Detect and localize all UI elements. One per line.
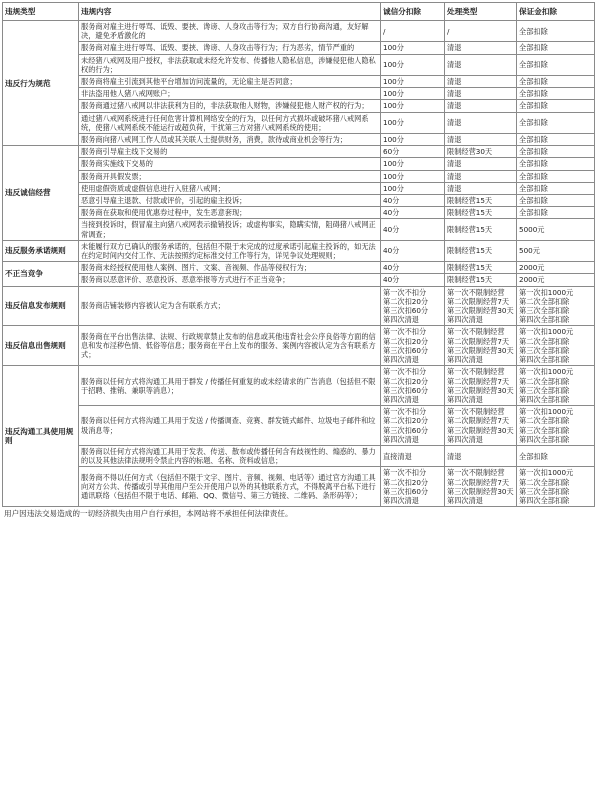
stage-line: 第四次清退 [447,394,483,404]
stage-line: 第四次清退 [383,434,419,444]
deposit-deduction-cell: 全部扣除 [517,88,595,100]
violation-content-cell: 服务商以任何方式将沟通工具用于群发 / 传播任何重复的或未经请求的广告消息（包括但不限于招聘、推销、兼职等消息）； [79,366,381,406]
violation-content-cell: 服务商以任何方式将沟通工具用于发送 / 传播调查、竞赛、群发链式邮件、垃圾电子邮件和垃圾消息等； [79,406,381,446]
action-type-cell: 清退 [445,134,517,146]
violation-content-cell: 服务商将雇主引流到其他平台增加访问流量的，无论雇主是否同意； [79,76,381,88]
stage-line: 第四次全部扣除 [519,355,570,365]
deposit-deduction-cell: 全部扣除 [517,445,595,466]
stage-line: 第四次清退 [383,355,419,365]
violation-content-cell: 服务商对雇主进行辱骂、诋毁、要挟、谗谤、人身攻击等行为；双方自行协商沟通，友好解决，避免矛盾激化的 [79,21,381,42]
credit-deduction-cell [381,286,445,326]
action-type-cell [445,406,517,446]
header-row [3,3,595,21]
credit-deduction-cell [381,406,445,446]
header-violation-type: 违规类型 [3,3,79,21]
violation-category: 违反信息发布规则 [3,286,79,326]
table-row [3,170,595,182]
credit-deduction-cell: 100分 [381,42,445,54]
stage-line: 第三次限制经营30天 [447,486,514,496]
deposit-deduction-cell: 全部扣除 [517,134,595,146]
stage-line: 第三次扣60分 [383,306,429,316]
table-row [3,100,595,112]
table-row [3,467,595,507]
table-row [3,274,595,286]
credit-deduction-cell: 100分 [381,100,445,112]
credit-deduction-cell: 40分 [381,274,445,286]
stage-line: 第三次全部扣除 [519,385,570,395]
violation-content-cell: 使用虚假资质或虚假信息进行入驻猪八戒网； [79,182,381,194]
violation-content-cell: 服务商引导雇主线下交易的 [79,146,381,158]
violation-content-cell: 服务商通过猪八戒网以非法获利为目的，非法获取他人财物，涉嫌侵犯他人财产权的行为； [79,100,381,112]
deposit-deduction-cell: 全部扣除 [517,195,595,207]
violation-category: 不正当竞争 [3,262,79,286]
action-type-cell: 清退 [445,158,517,170]
deposit-deduction-cell: 全部扣除 [517,100,595,112]
table-row [3,134,595,146]
stage-line: 第一次扣1000元 [519,468,574,478]
violation-category: 违反沟通工具使用规则 [3,366,79,507]
stage-line: 第一次不限制经营 [447,327,505,337]
deposit-deduction-cell: 5000元 [517,219,595,240]
stage-line: 第三次全部扣除 [519,425,570,435]
credit-deduction-cell [381,467,445,507]
stage-line: 第一次扣1000元 [519,367,574,377]
action-type-cell: 限制经营15天 [445,262,517,274]
credit-deduction-cell: 直接清退 [381,445,445,466]
table-row [3,207,595,219]
stage-line: 第二次扣20分 [383,336,429,346]
stage-line: 第三次扣60分 [383,425,429,435]
violation-content-cell: 服务商在平台出售法律、法规、行政规章禁止发布的信息或其他违背社会公序良俗等方面的信息和发布淫秽色情、低俗等信息；服务商在平台上发布的服务、案例内容被认定为含有联系方式； [79,326,381,366]
violation-content-cell: 通过猪八戒网系统进行任何危害计算机网络安全的行为，以任何方式损坏或破坏猪八戒网系统，使猪八戒网系统不能运行或超负荷，干扰第三方对猪八戒网系统的使用； [79,112,381,133]
stage-line: 第三次扣60分 [383,486,429,496]
credit-deduction-cell: 40分 [381,240,445,261]
violation-rules-table [2,2,595,507]
action-type-cell: 限制经营15天 [445,195,517,207]
deposit-deduction-cell [517,467,595,507]
stage-line: 第三次限制经营30天 [447,385,514,395]
stage-line: 第四次清退 [447,495,483,505]
action-type-cell [445,326,517,366]
stage-line: 第三次全部扣除 [519,345,570,355]
table-row [3,112,595,133]
stage-line: 第一次不扣分 [383,367,427,377]
credit-deduction-cell: 100分 [381,76,445,88]
stage-line: 第三次全部扣除 [519,306,570,316]
action-type-cell [445,366,517,406]
violation-content-cell: 服务商开具假发票； [79,170,381,182]
violation-content-cell: 未经猪八戒网及用户授权，非法获取或未经允许发布、传播他人隐私信息，涉嫌侵犯他人隐私权的行为； [79,54,381,75]
credit-deduction-cell: 100分 [381,112,445,133]
table-row [3,21,595,42]
deposit-deduction-cell: 全部扣除 [517,207,595,219]
violation-category: 违反服务承诺规则 [3,240,79,261]
stage-line: 第一次不限制经营 [447,287,505,297]
stage-line: 第二次全部扣除 [519,376,570,386]
header-violation-content: 违规内容 [79,3,381,21]
stage-line: 第三次扣60分 [383,385,429,395]
stage-line: 第二次全部扣除 [519,336,570,346]
credit-deduction-cell [381,326,445,366]
action-type-cell: / [445,21,517,42]
stage-line: 第三次扣60分 [383,345,429,355]
action-type-cell: 清退 [445,170,517,182]
deposit-deduction-cell [517,326,595,366]
stage-line: 第一次不扣分 [383,407,427,417]
stage-line: 第一次不扣分 [383,468,427,478]
table-row [3,88,595,100]
violation-rules-sheet [2,2,594,521]
table-row [3,406,595,446]
table-row [3,326,595,366]
action-type-cell: 清退 [445,445,517,466]
rules-body [3,21,595,507]
violation-category: 违反行为规范 [3,21,79,146]
stage-line: 第二次全部扣除 [519,477,570,487]
violation-content-cell: 服务商未经授权使用他人案例、图片、文案、音视频、作品等侵权行为； [79,262,381,274]
action-type-cell: 清退 [445,42,517,54]
violation-category: 违反信息出售规则 [3,326,79,366]
stage-line: 第四次清退 [383,394,419,404]
action-type-cell: 清退 [445,54,517,75]
action-type-cell: 清退 [445,88,517,100]
table-row [3,42,595,54]
table-row [3,262,595,274]
violation-content-cell: 服务商实施线下交易的 [79,158,381,170]
deposit-deduction-cell: 500元 [517,240,595,261]
credit-deduction-cell: 100分 [381,134,445,146]
stage-line: 第一次不限制经营 [447,468,505,478]
stage-line: 第三次限制经营30天 [447,345,514,355]
stage-line: 第二次扣20分 [383,416,429,426]
deposit-deduction-cell: 2000元 [517,262,595,274]
stage-line: 第二次限制经营7天 [447,296,510,306]
violation-content-cell: 服务商在获取和使用优惠券过程中，发生恶意套现； [79,207,381,219]
action-type-cell [445,286,517,326]
stage-line: 第四次全部扣除 [519,394,570,404]
deposit-deduction-cell: 全部扣除 [517,21,595,42]
footer-disclaimer: 用户因违法交易造成的一切经济损失由用户自行承担，本网站将不承担任何法律责任。 [4,509,293,519]
header-action-type: 处理类型 [445,3,517,21]
stage-line: 第四次清退 [447,355,483,365]
table-row [3,76,595,88]
deposit-deduction-cell: 全部扣除 [517,170,595,182]
table-row [3,445,595,466]
violation-content-cell: 服务商以任何方式将沟通工具用于发表、传送、散布或传播任何含有歧视性的、煽惑的、暴力的以及其他法律法规明令禁止内容的标题、名称、资料或信息； [79,445,381,466]
action-type-cell: 限制经营15天 [445,219,517,240]
table-row [3,366,595,406]
stage-line: 第一次不限制经营 [447,407,505,417]
violation-content-cell: 服务商对雇主进行辱骂、诋毁、要挟、谗谤、人身攻击等行为；行为恶劣，情节严重的 [79,42,381,54]
deposit-deduction-cell: 全部扣除 [517,76,595,88]
table-row [3,54,595,75]
deposit-deduction-cell: 全部扣除 [517,158,595,170]
credit-deduction-cell: 40分 [381,219,445,240]
stage-line: 第四次清退 [383,495,419,505]
stage-line: 第一次扣1000元 [519,287,574,297]
stage-line: 第三次全部扣除 [519,486,570,496]
action-type-cell: 限制经营30天 [445,146,517,158]
stage-line: 第一次不限制经营 [447,367,505,377]
stage-line: 第三次限制经营30天 [447,306,514,316]
deposit-deduction-cell: 2000元 [517,274,595,286]
action-type-cell: 限制经营15天 [445,207,517,219]
stage-line: 第一次不扣分 [383,327,427,337]
stage-line: 第四次清退 [447,315,483,325]
violation-content-cell: 未能履行双方已确认的服务承诺的，包括但不限于未完成的过度承诺引起雇主投诉的，如无法在约定时间内交付工作、无法按照约定标准交付工作等行为，详见争议处理规则； [79,240,381,261]
deposit-deduction-cell [517,286,595,326]
credit-deduction-cell: 40分 [381,262,445,274]
credit-deduction-cell: 60分 [381,146,445,158]
action-type-cell: 限制经营15天 [445,240,517,261]
stage-line: 第二次扣20分 [383,376,429,386]
stage-line: 第二次全部扣除 [519,296,570,306]
deposit-deduction-cell: 全部扣除 [517,54,595,75]
stage-line: 第四次全部扣除 [519,315,570,325]
action-type-cell: 限制经营15天 [445,274,517,286]
header-credit-deduction: 诚信分扣除 [381,3,445,21]
credit-deduction-cell: 40分 [381,195,445,207]
credit-deduction-cell [381,366,445,406]
stage-line: 第二次扣20分 [383,296,429,306]
deposit-deduction-cell: 全部扣除 [517,112,595,133]
deposit-deduction-cell: 全部扣除 [517,146,595,158]
action-type-cell [445,467,517,507]
table-row [3,182,595,194]
stage-line: 第二次限制经营7天 [447,336,510,346]
table-row [3,219,595,240]
stage-line: 第四次全部扣除 [519,434,570,444]
deposit-deduction-cell [517,406,595,446]
action-type-cell: 清退 [445,100,517,112]
stage-line: 第三次限制经营30天 [447,425,514,435]
table-row [3,195,595,207]
violation-content-cell: 当接到投诉时，假冒雇主向猪八戒网表示撤销投诉；或虚构事实，隐瞒实情，阻碍猪八戒网正常调查； [79,219,381,240]
stage-line: 第二次限制经营7天 [447,376,510,386]
violation-content-cell: 服务商向猪八戒网工作人员或其关联人士提供财务，消费，款待或商业机会等行为； [79,134,381,146]
credit-deduction-cell: 100分 [381,158,445,170]
violation-category: 违反诚信经营 [3,146,79,241]
violation-content-cell: 服务商店铺装修内容被认定为含有联系方式； [79,286,381,326]
credit-deduction-cell: 100分 [381,182,445,194]
header-deposit-deduction: 保证金扣除 [517,3,595,21]
table-row [3,286,595,326]
stage-line: 第一次不扣分 [383,287,427,297]
credit-deduction-cell: / [381,21,445,42]
stage-line: 第一次扣1000元 [519,327,574,337]
violation-content-cell: 服务商不得以任何方式（包括但不限于文字、图片、音频、视频、电话等）通过官方沟通工具向对方公共、传播或引导其他用户至公开使用户以外的其他联系方式，不得脱离平台私下进行通讯联络（包括但不限于电话、邮箱、QQ、微信号、第三方链接、二维码、条形码等）； [79,467,381,507]
action-type-cell: 清退 [445,112,517,133]
deposit-deduction-cell: 全部扣除 [517,42,595,54]
credit-deduction-cell: 100分 [381,54,445,75]
stage-line: 第四次全部扣除 [519,495,570,505]
credit-deduction-cell: 100分 [381,88,445,100]
violation-content-cell: 非法盗用他人猪八戒网账户； [79,88,381,100]
stage-line: 第二次扣20分 [383,477,429,487]
stage-line: 第四次清退 [447,434,483,444]
action-type-cell: 清退 [445,76,517,88]
stage-line: 第二次全部扣除 [519,416,570,426]
violation-content-cell: 恶意引导雇主退款、付款或评价，引起的雇主投诉； [79,195,381,207]
table-row [3,158,595,170]
deposit-deduction-cell [517,366,595,406]
table-row [3,146,595,158]
stage-line: 第二次限制经营7天 [447,477,510,487]
credit-deduction-cell: 40分 [381,207,445,219]
violation-content-cell: 服务商以恶意评价、恶意投诉、恶意举报等方式进行不正当竞争； [79,274,381,286]
stage-line: 第一次扣1000元 [519,407,574,417]
table-row [3,240,595,261]
stage-line: 第四次清退 [383,315,419,325]
action-type-cell: 清退 [445,182,517,194]
deposit-deduction-cell: 全部扣除 [517,182,595,194]
stage-line: 第二次限制经营7天 [447,416,510,426]
credit-deduction-cell: 100分 [381,170,445,182]
